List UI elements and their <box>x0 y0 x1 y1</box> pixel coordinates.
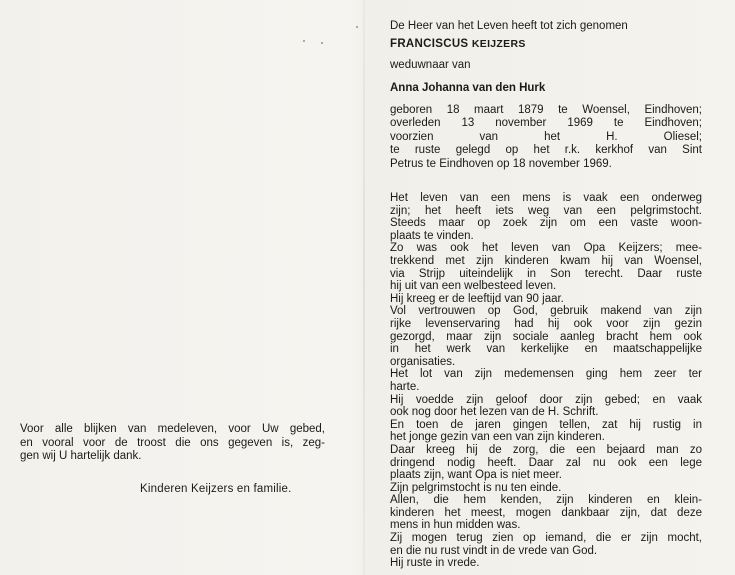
tribute-text <box>390 192 702 570</box>
tribute-line: Zij mogen terug zien op iemand, die er zijn mocht, <box>390 532 702 545</box>
deceased-name <box>390 38 702 52</box>
tribute-line: Vol vertrouwen op God, gebruik makend van zijn <box>390 305 702 318</box>
thanks-line: Voor alle blijken van medeleven, voor Uw gebed, <box>20 423 325 435</box>
tribute-line: Hij ruste in vrede. <box>390 557 480 570</box>
spouse-name: Anna Johanna van den Hurk <box>390 81 546 94</box>
tribute-line: Daar kreeg hij de zorg, die een bejaard man zo <box>390 443 702 456</box>
tribute-line: plaats te vinden. <box>390 229 474 242</box>
tribute-line: zijn; het heeft iets weg van een pelgrimstocht. <box>390 204 702 217</box>
tribute-line: in het werk van kerkelijke en maatschappelijke <box>390 343 702 356</box>
family-signature: Kinderen Keijzers en familie. <box>140 483 292 495</box>
deceased-last-name: KEIJZERS <box>471 37 526 50</box>
thanks-line: gen wij U hartelijk dank. <box>20 450 142 462</box>
tribute-line: kinderen het meest, mogen dankbaar zijn, dat deze <box>390 506 702 519</box>
tribute-line: Hij kreeg er de leeftijd van 90 jaar. <box>390 292 564 305</box>
paper-speck <box>321 42 323 44</box>
tribute-line: Het leven van een mens is vaak een onderweg <box>390 192 702 205</box>
tribute-line: trekkend met zijn kinderen kwam hij van Woensel, <box>390 255 702 267</box>
tribute-line: Hij voedde zijn geloof door zijn gebed; en vaak <box>390 393 702 406</box>
tribute-line: organisaties. <box>390 355 456 368</box>
fact-line: geboren 18 maart 1879 te Woensel, Eindhoven; <box>390 104 702 116</box>
tribute-line: Allen, die hem kenden, zijn kinderen en klein- <box>390 494 702 507</box>
fact-line: te ruste gelegd op het r.k. kerkhof van Sint <box>390 144 702 157</box>
tribute-line: En toen de jaren gingen tellen, zat hij rustig in <box>390 418 702 431</box>
tribute-line: en die nu rust vindt in de vrede van God. <box>390 544 598 557</box>
paper-speck <box>356 26 358 28</box>
tribute-line: gezorgd, maar zijn sociale aanleg bracht hem ook <box>390 330 702 343</box>
tribute-line: plaats zijn, want Opa is niet meer. <box>390 469 562 482</box>
fact-line: overleden 13 november 1969 te Eindhoven; <box>390 117 702 130</box>
tribute-line: Zo was ook het leven van Opa Keijzers; mee- <box>390 242 702 255</box>
tribute-line: Zijn pelgrimstocht is nu ten einde. <box>390 481 562 494</box>
fact-line: voorzien van het H. Oliesel; <box>390 130 702 143</box>
tribute-line: via Strijp uiteindelijk in Son terecht. Daar ruste <box>390 267 702 280</box>
tribute-line: Het lot van zijn medemensen ging hem zeer ter <box>390 368 702 381</box>
tribute-line: Steeds maar op zoek zijn om een vaste woon- <box>390 217 702 230</box>
thanks-line: en vooral voor de troost die ons gegeven is, zeg- <box>20 436 325 449</box>
paper-speck <box>303 40 305 42</box>
tribute-line: harte. <box>390 380 420 393</box>
tribute-line: het jonge gezin van een van zijn kinderen. <box>390 431 605 444</box>
announcement-header: De Heer van het Leven heeft tot zich genomen <box>390 20 628 32</box>
relation-text: weduwnaar van <box>390 59 471 71</box>
tribute-line: ook nog door het lezen van de H. Schrift. <box>390 406 599 419</box>
life-facts <box>390 104 702 171</box>
tribute-line: hij uit van een welbesteed leven. <box>390 280 557 293</box>
deceased-first-name: FRANCISCUS <box>390 37 469 50</box>
thanks-text <box>20 423 325 464</box>
tribute-line: rijke levenservaring had hij ook voor zijn gezin <box>390 317 702 330</box>
card-fold <box>363 0 365 575</box>
tribute-line: mens in hun midden was. <box>390 519 521 532</box>
announcement-column <box>390 20 702 570</box>
tribute-line: dringend nodig heeft. Daar zal nu ook een lege <box>390 456 702 469</box>
fact-line: Petrus te Eindhoven op 18 november 1969. <box>390 157 612 170</box>
